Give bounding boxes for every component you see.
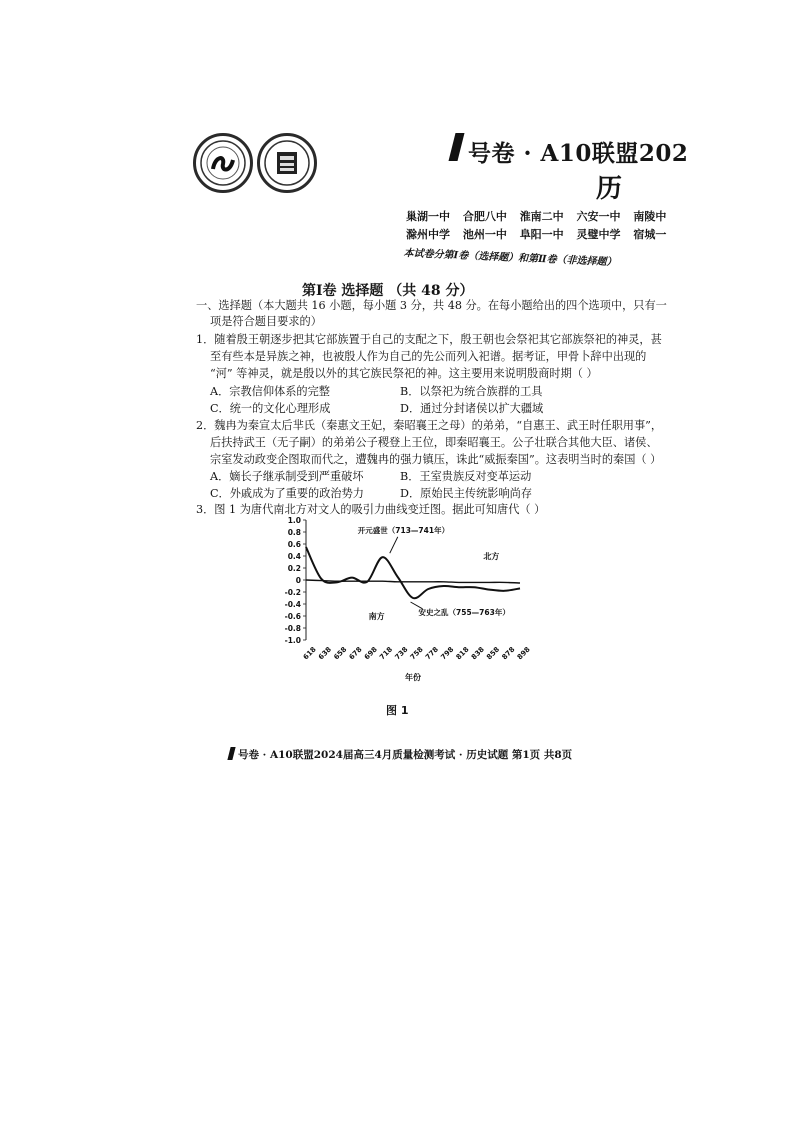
school-name: 合肥八中 <box>462 210 507 223</box>
school-name: 淮南二中 <box>519 210 564 223</box>
question-2-option-a: A．嫡长子继承制受到严重破坏 <box>210 470 364 483</box>
school-name: 灵璧中学 <box>576 228 621 241</box>
x-tick-label: 838 <box>469 645 486 662</box>
question-1-option-b: B．以祭祀为统合族群的工具 <box>400 385 543 398</box>
y-tick-label: -1.0 <box>284 636 301 645</box>
x-tick-label: 638 <box>317 645 334 662</box>
series-label-south: 南方 <box>368 612 385 621</box>
section-title: 第Ⅰ卷 选择题 （共 48 分） <box>302 283 474 299</box>
y-tick-label: 0.6 <box>287 540 301 549</box>
school-name: 池州一中 <box>462 228 507 241</box>
figure-caption: 图 1 <box>386 704 409 717</box>
question-2-line-1: 2．魏冉为秦宣太后芈氏（秦惠文王妃，秦昭襄王之母）的弟弟，“自惠王、武王时任职用事”， <box>196 419 663 432</box>
question-2-option-b: B．王室贵族反对变革运动 <box>400 470 532 483</box>
x-tick-label: 718 <box>378 645 395 662</box>
y-tick-label: -0.6 <box>284 612 301 621</box>
x-tick-label: 698 <box>362 645 379 662</box>
school-name: 六安一中 <box>576 210 621 223</box>
school-name: 滁州中学 <box>406 228 450 241</box>
school-name: 宿城一 <box>633 228 667 241</box>
footer-brand-icon <box>227 747 235 760</box>
x-tick-label: 858 <box>485 645 502 662</box>
section-instructions-line-1: 一、选择题（本大题共 16 小题，每小题 3 分，共 48 分。在每小题给出的四个选项中，只有一 <box>196 299 667 312</box>
y-tick-label: 0.4 <box>287 552 301 561</box>
annotation-label: 安史之乱（755—763年） <box>418 607 510 617</box>
brand-mark-icon <box>449 133 465 161</box>
annotation-arrow <box>390 537 398 553</box>
y-tick-label: 0.8 <box>287 528 301 537</box>
y-tick-label: -0.8 <box>284 624 301 633</box>
y-tick-label: -0.2 <box>284 588 301 597</box>
x-axis-label: 年份 <box>405 673 421 682</box>
section-instructions-line-2: 项是符合题目要求的） <box>210 315 322 328</box>
exam-brand-title: 号卷 · A10联盟202 <box>468 140 689 167</box>
school-name: 南陵中 <box>633 210 667 223</box>
school-name: 巢湖一中 <box>406 210 450 223</box>
question-2-line-2: 后扶持武王（无子嗣）的弟弟公子稷登上王位，即秦昭襄王。公子壮联合其他大臣、诸侯、 <box>210 436 658 449</box>
question-3-line-1: 3．图 1 为唐代南北方对文人的吸引力曲线变迁图。据此可知唐代（ ） <box>196 503 546 516</box>
x-tick-label: 658 <box>332 645 349 662</box>
x-tick-label: 758 <box>408 645 425 662</box>
question-1-line-2: 至有些本是异族之神，也被殷人作为自己的先公而列入祀谱。据考证，甲骨卜辞中出现的 <box>210 350 647 363</box>
y-tick-label: -0.4 <box>284 600 301 609</box>
y-tick-label: 0 <box>295 576 301 585</box>
x-tick-label: 618 <box>301 645 318 662</box>
x-tick-label: 778 <box>424 645 441 662</box>
page-footer: 号卷 · A10联盟2024届高三4月质量检测考试 · 历史试题 第1页 共8页 <box>238 749 573 761</box>
annotation-label: 开元盛世（713—741年） <box>357 526 450 536</box>
school-list-row-1 <box>406 208 675 224</box>
question-2-line-3: 宗室发动政变企图取而代之，遭魏冉的强力镇压，诛此“威振秦国”。这表明当时的秦国（ ） <box>210 453 662 466</box>
question-2-option-d: D．原始民主传统影响尚存 <box>400 487 533 500</box>
y-tick-label: 1.0 <box>287 516 301 525</box>
exam-structure-note: 本试卷分第Ⅰ卷（选择题）和第Ⅱ卷（非选择题） <box>403 247 617 269</box>
x-tick-label: 878 <box>500 645 517 662</box>
series-label-north: 北方 <box>483 552 500 561</box>
y-tick-label: 0.2 <box>287 564 301 573</box>
x-tick-label: 798 <box>439 645 456 662</box>
school-list-row-2 <box>406 226 675 242</box>
question-2-option-c: C．外戚成为了重要的政治势力 <box>210 487 364 500</box>
school-name: 阜阳一中 <box>519 228 564 241</box>
x-tick-label: 678 <box>347 645 364 662</box>
school-alliance-seal-logo <box>193 133 253 193</box>
subject-title: 历 <box>596 174 623 204</box>
question-1-line-1: 1．随着殷王朝逐步把其它部族置于自己的支配之下，殷王朝也会祭祀其它部族祭祀的神灵，甚 <box>196 333 662 346</box>
question-1-line-3: “河” 等神灵，就是殷以外的其它族民祭祀的神。这主要用来说明殷商时期（ ） <box>210 367 598 380</box>
annotation-arrow <box>411 602 423 609</box>
x-tick-label: 738 <box>393 645 410 662</box>
education-seal-logo <box>257 133 317 193</box>
x-tick-label: 818 <box>454 645 471 662</box>
figure-1-line-chart <box>270 512 540 692</box>
question-1-option-a: A．宗教信仰体系的完整 <box>210 385 330 398</box>
question-1-option-c: C．统一的文化心理形成 <box>210 402 331 415</box>
x-tick-label: 898 <box>515 645 532 662</box>
question-1-option-d: D．通过分封诸侯以扩大疆域 <box>400 402 544 415</box>
